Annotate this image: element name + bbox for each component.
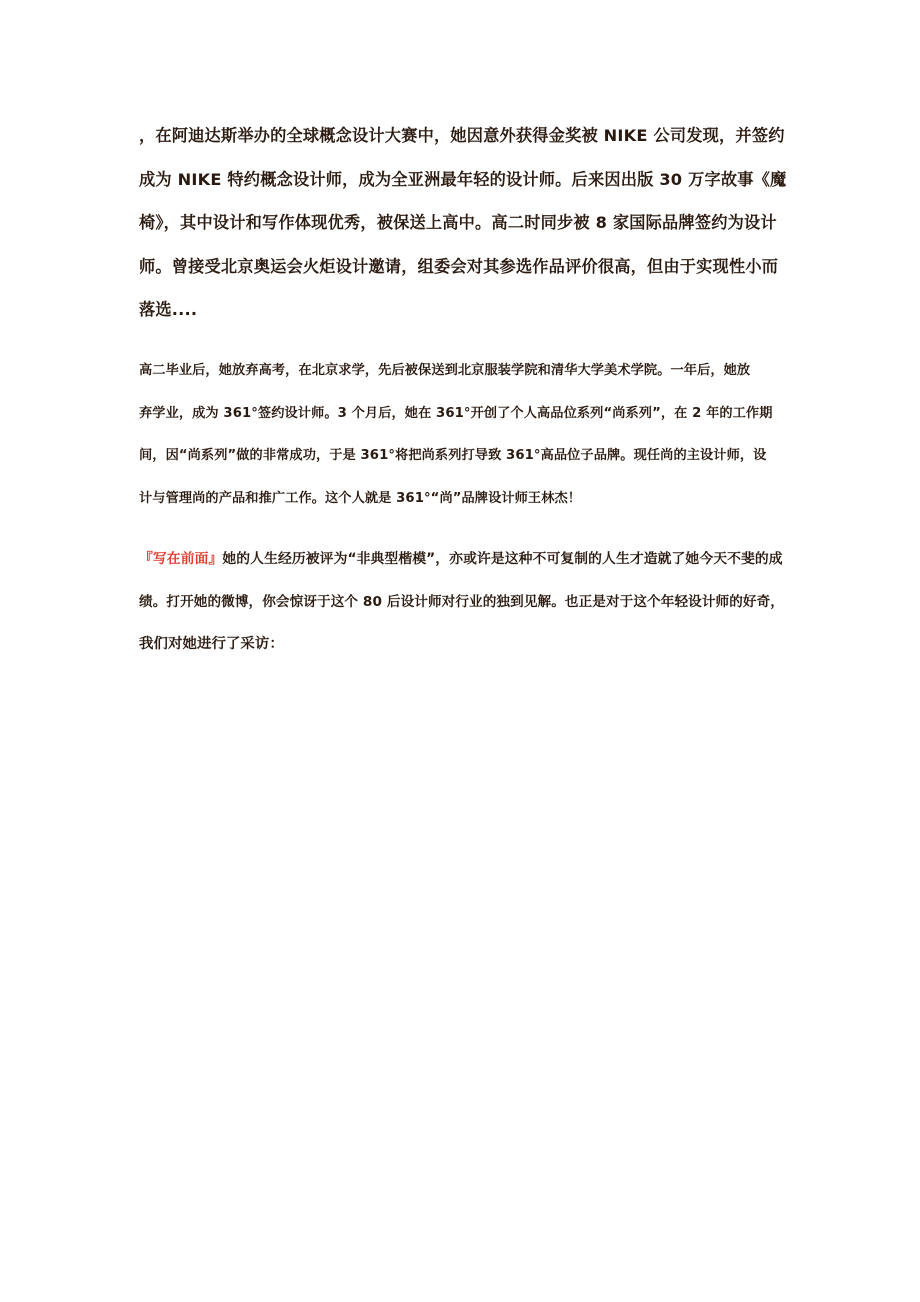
text-line: 弃学业，成为 361°签约设计师。3 个月后，她在 361°开创了个人高品位系列“尚系列”，在 2 年的工作期 bbox=[139, 405, 773, 421]
text-line: 计与管理尚的产品和推广工作。这个人就是 361°“尚”品牌设计师王林杰！ bbox=[139, 490, 582, 506]
text-line: 椅》，其中设计和写作体现优秀，被保送上高中。高二时同步被 8 家国际品牌签约为设计 bbox=[139, 213, 777, 232]
foreword-tag: 『写在前面』 bbox=[139, 551, 223, 567]
text-line: 成为 NIKE 特约概念设计师，成为全亚洲最年轻的设计师。后来因出版 30 万字故事《魔 bbox=[139, 169, 787, 189]
text-line: 绩。打开她的微博，你会惊讶于这个 80 后设计师对行业的独到见解。也正是对于这个年轻设计师的好奇， bbox=[139, 593, 784, 610]
paragraph-career-early bbox=[139, 114, 787, 332]
text-line: 间，因“尚系列”做的非常成功，于是 361°将把尚系列打导致 361°高品位子品牌。现任尚的主设计师，设 bbox=[139, 448, 767, 463]
text-line bbox=[139, 538, 791, 581]
foreword-text: 她的人生经历被评为“非典型楷模”，亦或许是这种不可复制的人生才造就了她今天不斐的成 bbox=[222, 551, 783, 567]
text-line: 落选.... bbox=[139, 300, 198, 319]
text-line: ，在阿迪达斯举办的全球概念设计大赛中，她因意外获得金奖被 NIKE 公司发现，并签约 bbox=[139, 126, 785, 145]
text-line: 高二毕业后，她放弃高考，在北京求学，先后被保送到北京服装学院和清华大学美术学院。一年后，她放 bbox=[139, 363, 751, 378]
paragraph-career-361 bbox=[139, 350, 789, 520]
paragraph-foreword bbox=[139, 538, 791, 666]
text-line: 师。曾接受北京奥运会火炬设计邀请，组委会对其参选作品评价很高，但由于实现性小而 bbox=[139, 256, 779, 276]
text-line: 我们对她进行了采访： bbox=[139, 636, 284, 652]
